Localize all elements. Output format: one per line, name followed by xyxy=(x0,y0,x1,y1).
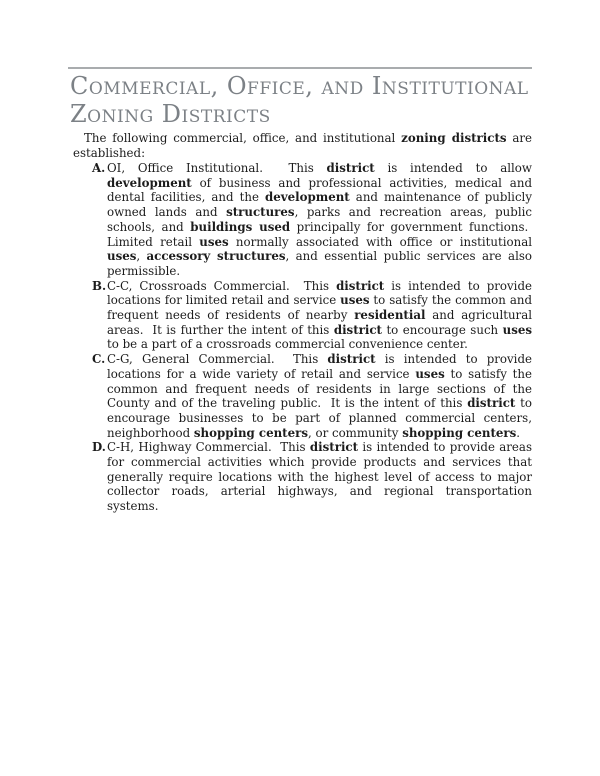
page-title xyxy=(70,72,550,128)
text-run: C-G, General Commercial. This xyxy=(107,352,328,367)
text-run: , parks and recreation areas, public schools, and xyxy=(107,205,532,234)
bold-term: shopping centers xyxy=(193,425,308,440)
text-run: to satisfy the common and frequent needs of residents in large sections of the County and of the traveling public. It is the intent of this xyxy=(107,366,532,411)
bold-term: district xyxy=(327,352,376,367)
page-title-line-1: Commercial, Office, and Institutional xyxy=(70,72,529,100)
bold-term: development xyxy=(107,175,192,190)
text-run: of business and professional activities, medical and dental facilities, and the xyxy=(107,175,532,205)
text-run: and agricultural areas. It is further the intent of this xyxy=(107,308,532,337)
list-item-b xyxy=(92,279,532,353)
text-run: and maintenance of publicly owned lands and xyxy=(107,190,532,220)
bold-term: uses xyxy=(199,234,229,249)
bold-term: uses xyxy=(340,293,370,308)
zoning-list xyxy=(92,161,532,514)
text-run: C-H, Highway Commercial. This xyxy=(107,440,310,455)
text-run: to be a part of a crossroads commercial convenience center. xyxy=(107,337,468,352)
bold-term: district xyxy=(336,278,385,293)
bold-term: buildings used xyxy=(190,219,291,234)
text-run: . xyxy=(516,425,521,440)
text-run: , xyxy=(136,249,147,264)
text-run: , and essential public services are also permissible. xyxy=(107,249,532,278)
horizontal-rule xyxy=(68,67,532,69)
list-item-text xyxy=(107,440,532,514)
text-run: OI, Office Institutional. This xyxy=(107,161,327,175)
bold-term: uses xyxy=(502,322,532,337)
list-item-text xyxy=(107,279,532,353)
text-run: is intended to allow xyxy=(374,161,532,175)
bold-term: shopping centers xyxy=(402,425,517,440)
text-run: to satisfy the common and frequent needs of residents of nearby xyxy=(107,293,532,323)
bold-term: structures xyxy=(226,205,295,220)
page-title-line-2: Zoning Districts xyxy=(70,100,271,128)
text-run: is intended to provide locations for limited retail and service xyxy=(107,278,532,308)
bold-term: district xyxy=(467,396,516,411)
text-run: is intended to provide locations for a wide variety of retail and service xyxy=(107,352,532,381)
bold-term: uses xyxy=(107,249,137,264)
list-item-text xyxy=(107,161,532,279)
intro-paragraph xyxy=(73,131,532,160)
text-run: normally associated with office or institutional xyxy=(228,234,532,249)
text-run: are established: xyxy=(73,131,532,160)
list-item-d xyxy=(92,440,532,514)
bold-term: zoning districts xyxy=(401,131,507,145)
list-item-a xyxy=(92,161,532,279)
text-run: principally for government functions. Limited retail xyxy=(107,219,532,249)
list-item-marker: B. xyxy=(92,278,107,293)
bold-term: uses xyxy=(415,366,445,381)
bold-term: development xyxy=(265,190,350,205)
text-run: to encourage such xyxy=(381,322,503,337)
text-run: , or community xyxy=(307,425,403,440)
bold-term: district xyxy=(333,322,382,337)
list-item-c xyxy=(92,352,532,440)
text-run: The following commercial, office, and institutional xyxy=(84,131,402,145)
bold-term: residential xyxy=(354,308,426,323)
list-item-marker: A. xyxy=(92,161,106,175)
text-run: to encourage businesses to be part of planned commercial centers, neighborhood xyxy=(107,396,532,440)
text-run: is intended to provide areas for commercial activities which provide products and services that generally require locations with the highest level of access to major collector roads, arterial highways, and regional transportation systems. xyxy=(107,440,533,514)
bold-term: district xyxy=(326,161,375,175)
text-run: C-C, Crossroads Commercial. This xyxy=(107,278,337,293)
list-item-text xyxy=(107,352,532,440)
list-item-marker: C. xyxy=(92,352,106,367)
bold-term: accessory structures xyxy=(146,249,286,264)
list-item-marker: D. xyxy=(92,440,106,455)
bold-term: district xyxy=(309,440,359,455)
